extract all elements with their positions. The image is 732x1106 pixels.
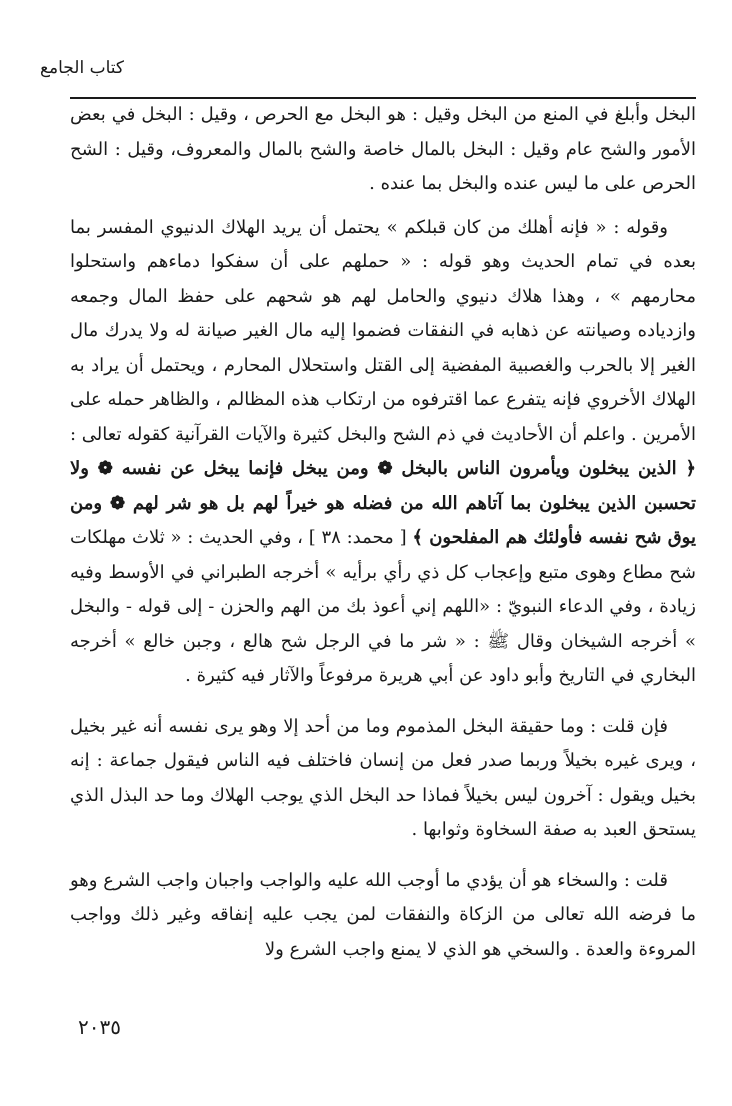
paragraph-2	[70, 211, 696, 694]
paragraph-text: البخل وأبلغ في المنع من البخل وقيل : هو البخل مع الحرص ، وقيل : البخل في بعض الأمور والشح عام وقيل : البخل بالمال خاصة والشح بالمال والمعروف، وقيل : الشح الحرص على ما ليس عنده والبخل بما عنده .	[70, 104, 696, 194]
paragraph-4	[70, 864, 696, 968]
paragraph-text: وقوله : « فإنه أهلك من كان قبلكم » يحتمل أن يريد الهلاك الدنيوي المفسر بما بعده في تمام الحديث وهو قوله : « حملهم على أن سفكوا دماءهم واستحلوا محارمهم » ، وهذا هلاك دنيوي والحامل لهم هو شحهم على حفظ المال وجمعه وازدياده وصيانته عن ذهابه في النفقات فضموا إليه مال الغير صيانة له ولا يدرك مال الغير إلا بالحرب والغصبية المفضية إلى القتل واستحلال المحارم ، ويحتمل أن يراد به الهلاك الأخروي فإنه يتفرع عما اقترفوه من ارتكاب هذه المظالم ، والظاهر حمله على الأمرين . واعلم أن الأحاديث في ذم الشح والبخل كثيرة والآيات القرآنية كقوله تعالى :	[70, 216, 696, 445]
running-header-title: كتاب الجامع	[39, 58, 124, 78]
paragraph-text: فإن قلت : وما حقيقة البخل المذموم وما من أحد إلا وهو يرى نفسه أنه غير بخيل ، ويرى غيره بخيلاً وربما صدر فعل من إنسان فاختلف فيه الناس فيقول جماعة : إنه بخيل ويقول : آخرون ليس بخيلاً فماذا حد البخل الذي يوجب الهلاك وما حد البذل الذي يستحق العبد به صفة السخاوة وثوابها .	[70, 715, 696, 840]
body-text	[70, 98, 696, 967]
paragraph-text: قلت : والسخاء هو أن يؤدي ما أوجب الله عليه والواجب واجبان واجب الشرع وهو ما فرضه الله تعالى من الزكاة والنفقات لمن يجب عليه إنفاقه وغير ذلك وواجب المروءة والعدة . والسخي هو الذي لا يمنع واجب الشرع ولا	[70, 869, 696, 960]
paragraph-1	[70, 98, 696, 202]
page-number: ٢٠٣٥	[78, 1015, 121, 1039]
paragraph-text: [ محمد: ٣٨ ] ، وفي الحديث : « ثلاث مهلكات شح مطاع وهوى متبع وإعجاب كل ذي رأي برأيه » أخرجه الطبراني في الأوسط وفيه زيادة ، وفي الدعاء النبويّ : «اللهم إني أعوذ بك من الهم والحزن - إلى قوله - والبخل » أخرجه الشيخان وقال ﷺ : « شر ما في الرجل شح هالع ، وجبن خالع » أخرجه البخاري في التاريخ وأبو داود عن أبي هريرة مرفوعاً والآثار فيه كثيرة .	[70, 527, 696, 686]
quran-verse: ﴿ الذين يبخلون ويأمرون الناس بالبخل ❁ ومن يبخل فإنما يبخل عن نفسه ❁ ولا تحسبن الذين يبخلون بما آتاهم الله من فضله هو خيراً لهم بل هو شر لهم ❁ ومن يوق شح نفسه فأولئك هم المفلحون ﴾	[70, 458, 696, 548]
paragraph-3	[70, 710, 696, 848]
